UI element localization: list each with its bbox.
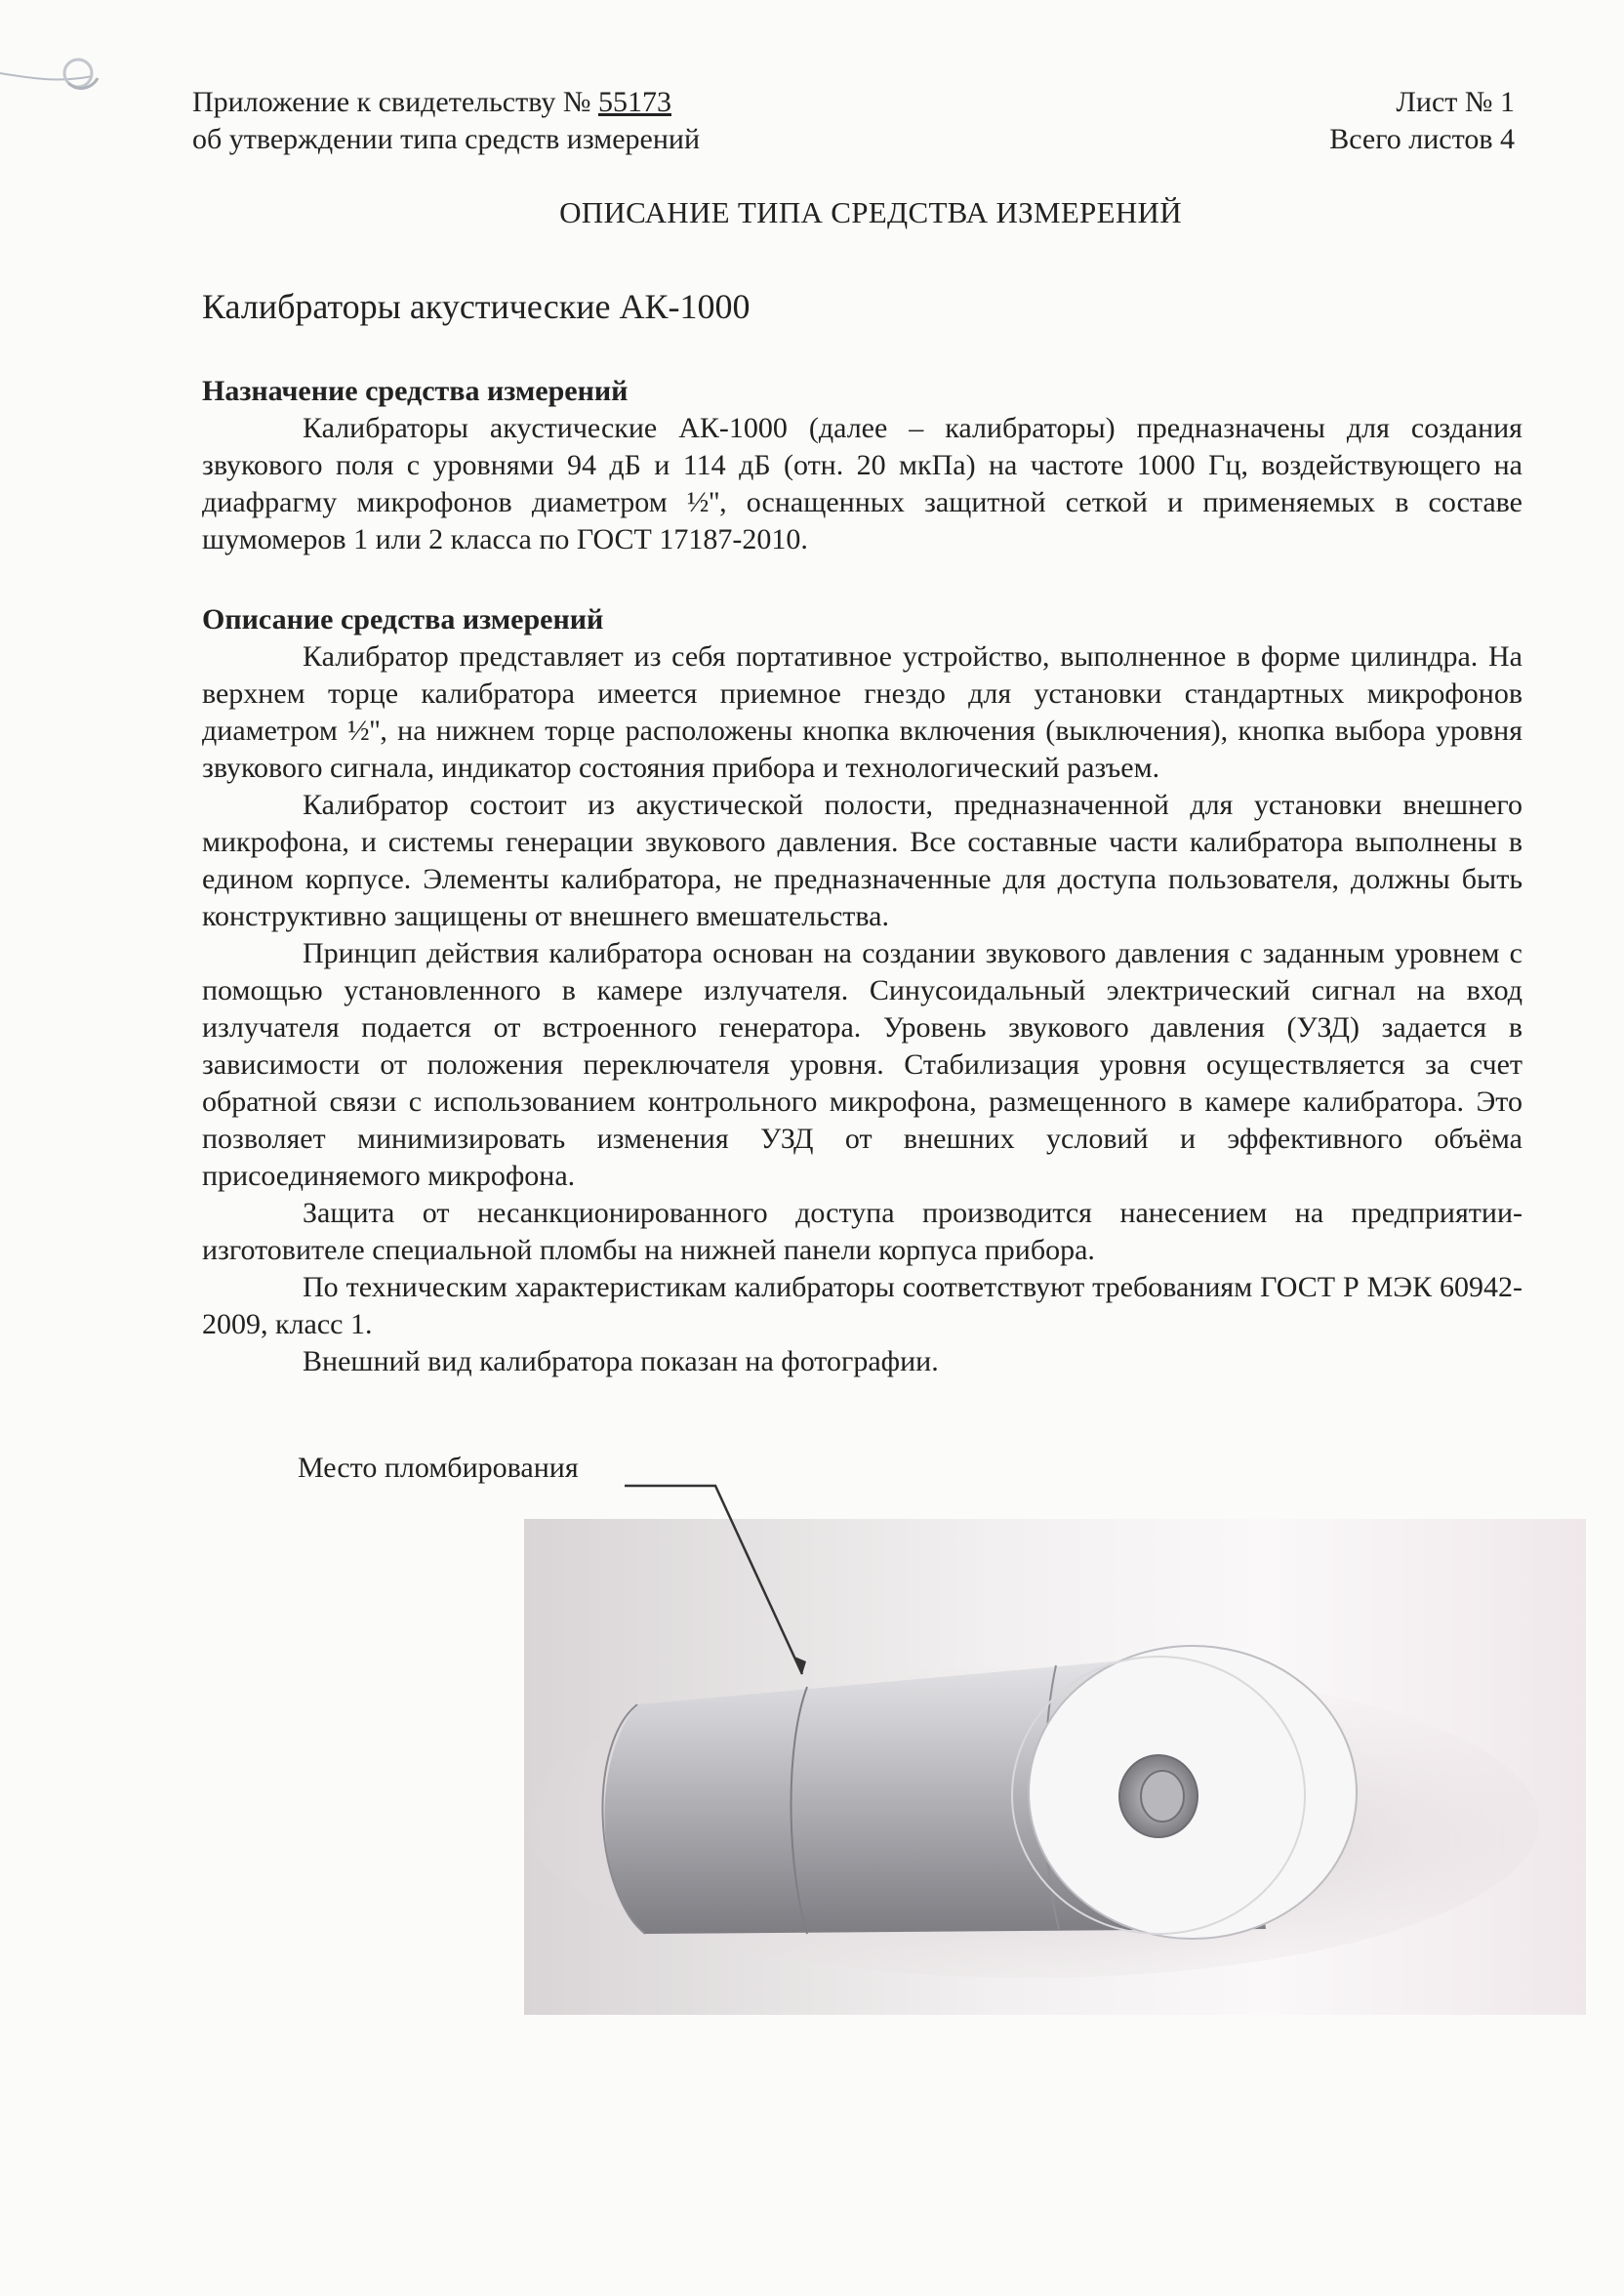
staple-mark [0, 39, 127, 117]
calibrator-illustration [524, 1519, 1586, 2015]
document-title: ОПИСАНИЕ ТИПА СРЕДСТВА ИЗМЕРЕНИЙ [559, 195, 1182, 229]
description-paragraph: Защита от несанкционированного доступа производится нанесением на предприятии-изготовителе специальной пломбы на нижней панели корпуса прибора. [202, 1197, 1522, 1266]
description-section [202, 601, 1522, 1380]
certificate-line [192, 84, 700, 121]
socket-inner [1141, 1771, 1184, 1822]
purpose-heading: Назначение средства измерений [202, 375, 629, 407]
description-paragraph: Калибратор состоит из акустической полости, предназначенной для установки внешнего микрофона, и системы генерации звукового давления. Все составные части калибратора выполнены в едином корпусе. Элементы калибратора, не предназначенные для доступа пользователя, должны быть конструктивно защищены от внешнего вмешательства. [202, 789, 1522, 932]
document-subtitle: Калибраторы акустические АК-1000 [202, 287, 751, 326]
sheet-number: Лист № 1 [1396, 86, 1515, 118]
purpose-paragraph: Калибраторы акустические АК-1000 (далее – калибраторы) предназначены для создания звукового поля с уровнями 94 дБ и 114 дБ (отн. 20 мкПа) на частоте 1000 Гц, воздействующего на диафрагму микрофонов диаметром ½'', оснащенных защитной сеткой и применяемых в составе шумомеров 1 или 2 класса по ГОСТ 17187-2010. [202, 412, 1522, 555]
purpose-section [202, 373, 1522, 558]
description-paragraph: Калибратор представляет из себя портативное устройство, выполненное в форме цилиндра. На верхнем торце калибратора имеется приемное гнездо для установки стандартных микрофонов диаметром ½'', на нижнем торце расположены кнопка включения (выключения), кнопка выбора уровня звукового сигнала, индикатор состояния прибора и технологический разъем. [202, 640, 1522, 784]
header-right [1329, 84, 1515, 158]
calibrator-photo [524, 1519, 1586, 2015]
sealing-place-label: Место пломбирования [298, 1452, 579, 1484]
approval-line: об утверждении типа средств измерений [192, 123, 701, 155]
description-paragraph: Принцип действия калибратора основан на создании звукового давления с заданным уровнем с помощью установленного в камере излучателя. Синусоидальный электрический сигнал на вход излучателя подается от встроенного генератора. Уровень звукового давления (УЗД) задается в зависимости от положения переключателя уровня. Стабилизация уровня осуществляется за счет обратной связи с использованием контрольного микрофона, размещенного в камере калибратора. Это позволяет минимизировать изменения УЗД от внешних условий и эффективного объёма присоединяемого микрофона. [202, 937, 1522, 1192]
description-paragraph: По техническим характеристикам калибраторы соответствуют требованиям ГОСТ Р МЭК 60942-2009, класс 1. [202, 1271, 1522, 1340]
description-paragraph: Внешний вид калибратора показан на фотографии. [303, 1345, 939, 1377]
certificate-number: 55173 [597, 86, 671, 118]
header-left [192, 84, 700, 158]
description-heading: Описание средства измерений [202, 603, 604, 636]
certificate-prefix: Приложение к свидетельству № [192, 86, 591, 118]
total-sheets: Всего листов 4 [1329, 123, 1515, 155]
